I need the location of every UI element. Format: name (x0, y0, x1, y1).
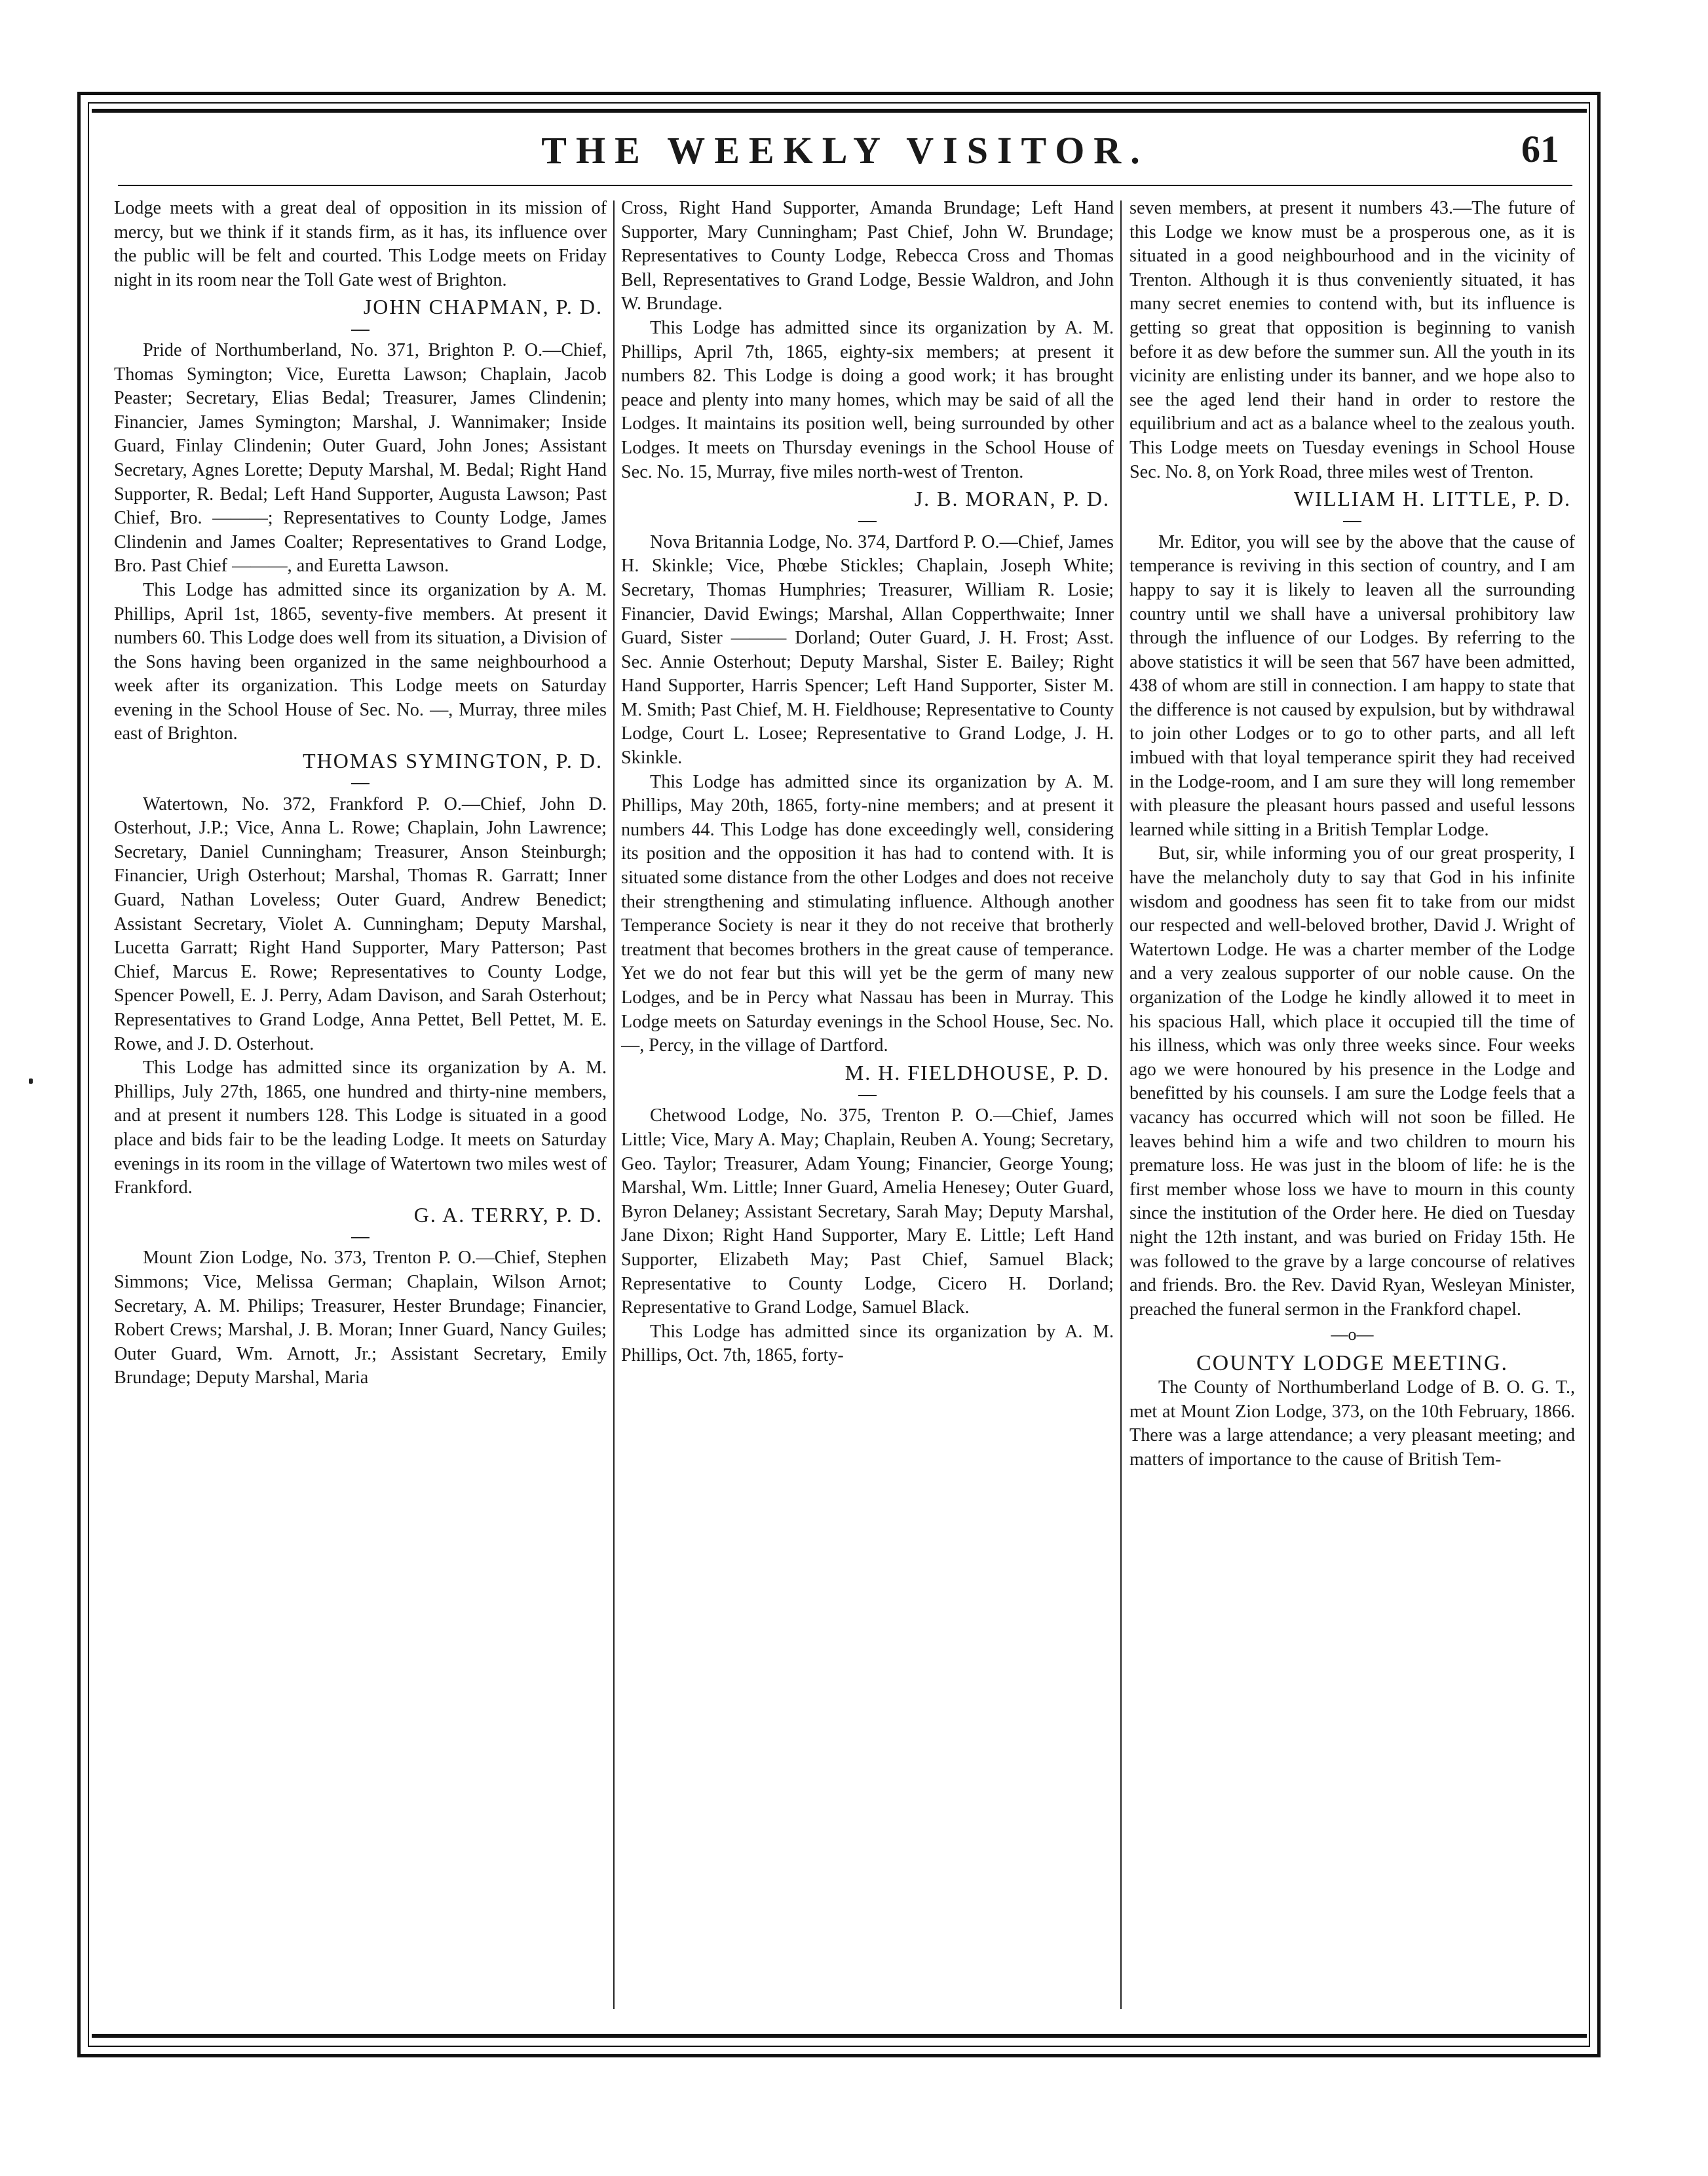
article-paragraph: But, sir, while informing you of our great prosperity, I have the melancholy duty to say that God in his infinite wisdom and goodness has seen fit to take from our midst our respected and well-beloved brother, David J. Wright of Watertown Lodge. He was a charter member of the Lodge and a very zealous supporter of our noble cause. On the organization of the Lodge he kindly allowed it to meet in his spacious Hall, which place it occupied till the time of his illness, which was only three weeks since. Four weeks ago we were honoured by his presence in the Lodge and benefitted by his counsels. I am sure the Lodge feels that a vacancy has occurred which will not soon be filled. He leaves behind him a wife and two children to mourn his premature loss. He was just in the bloom of life: he is the first member whose loss we have to mourn in this county since the institution of the Order here. He died on Tuesday night the 12th instant, and was buried on Friday 15th. He was followed to the grave by a large concourse of relatives and friends. Bro. the Rev. David Ryan, Wesleyan Minister, preached the funeral sermon in the Frankford chapel. (1129, 843, 1575, 1320)
article-paragraph: Lodge meets with a great deal of opposition in its mission of mercy, but we think if it stands firm, as it has, its influence over the public will be felt and courted. This Lodge meets on Friday night in its room near the Toll Gate west of Brighton. (114, 198, 607, 290)
divider (621, 1084, 1114, 1104)
page-number: 61 (1521, 128, 1559, 170)
column-separator (1120, 200, 1122, 2009)
column-1 (114, 197, 607, 2018)
article-paragraph: This Lodge has admitted since its organization by A. M. Phillips, April 1st, 1865, seventy-five members. At present it numbers 60. This Lodge does well from its situation, a Division of the Sons having been organized in the same neighbourhood a week after its organization. This Lodge meets on Saturday evening in the School House of Sec. No. —, Murray, three miles east of Brighton. (114, 579, 607, 744)
column-2 (621, 197, 1114, 2018)
article-paragraph: Mr. Editor, you will see by the above that the cause of temperance is reviving in this section of country, and I am happy to say it is likely to leaven all the surrounding country until we shall have a universal prohibitory law through the influence of our Lodges. By referring to the above statistics it will be seen that 567 have been admitted, 438 of whom are still in connection. I am happy to state that the difference is not caused by expulsion, but by withdrawal to join other Lodges or to go to other parts, and all left imbued with that loyal temperance spirit they had received in the Lodge-room, and I am sure they will long remember with pleasure the pleasant hours passed and useful lessons learned while sitting in a British Templar Lodge. (1129, 531, 1575, 840)
signature: THOMAS SYMINGTON, P. D. (303, 749, 603, 773)
article-paragraph: This Lodge has admitted since its organization by A. M. Phillips, July 27th, 1865, one hundred and thirty-nine members, and at present it numbers 128. This Lodge is situated in a good place and bids fair to be the leading Lodge. It meets on Saturday evenings in its room in the village of Watertown two miles west of Frankford. (114, 1058, 607, 1198)
masthead-rule (118, 185, 1572, 186)
article-paragraph: seven members, at present it numbers 43.—The future of this Lodge we know must be a prosperous one, as it is situated in a good neighbourhood and in the vicinity of Trenton. Although it is thus conveniently situated, it has many secret enemies to contend with, but its influence is getting so great that opposition is beginning to vanish before it as dew before the summer sun. All the youth in its vicinity are enlisting under its banner, and we hope also to see the aged lend their hand in order to restore the equilibrium and act as a balance wheel to the zealous youth. This Lodge meets on Tuesday evenings in School House Sec. No. 8, on York Road, three miles west of Trenton. (1129, 198, 1575, 482)
article-paragraph: This Lodge has admitted since its organization by A. M. Phillips, Oct. 7th, 1865, forty- (621, 1321, 1114, 1366)
article-paragraph: Pride of Northumberland, No. 371, Brighton P. O.—Chief, Thomas Symington; Vice, Euretta Lawson; Chaplain, Jacob Peaster; Secretary, Elias Bedal; Treasurer, James Clindenin; Financier, James Symington; Marshal, J. Wannimaker; Inside Guard, Finlay Clindenin; Outer Guard, John Jones; Assistant Secretary, Agnes Lorette; Deputy Marshal, M. Bedal; Right Hand Supporter, R. Bedal; Left Hand Supporter, Augusta Lawson; Past Chief, Bro. ———; Representatives to County Lodge, James Clindenin and James Coalter; Representatives to Grand Lodge, Bro. Past Chief ———, and Euretta Lawson. (114, 339, 607, 577)
signature: J. B. MORAN, P. D. (914, 487, 1110, 511)
divider (114, 1227, 607, 1246)
top-rule (92, 109, 1587, 113)
article-paragraph: Nova Britannia Lodge, No. 374, Dartford P. O.—Chief, James H. Skinkle; Vice, Phœbe Stickles; Chaplain, Joseph White; Secretary, Thomas Humphries; Treasurer, William R. Losie; Financier, David Ewings; Marshal, Allan Copperthwaite; Inner Guard, Sister ——— Dorland; Outer Guard, J. H. Frost; Asst. Sec. Annie Osterhout; Deputy Marshal, Sister E. Bailey; Right Hand Supporter, Harris Spencer; Left Hand Supporter, Sister M. M. Smith; Past Chief, M. H. Fieldhouse; Representative to County Lodge, Court L. Losee; Representative to Grand Lodge, J. H. Skinkle. (621, 531, 1114, 769)
masthead (118, 122, 1572, 174)
section-heading: COUNTY LODGE MEETING. (1196, 1351, 1509, 1376)
bottom-rule (92, 2034, 1587, 2038)
article-paragraph: This Lodge has admitted since its organization by A. M. Phillips, May 20th, 1865, forty-nine members; and at present it numbers 44. This Lodge has done exceedingly well, considering its position and the opposition it has had to contend with. It is situated some distance from the other Lodges and does not receive their strengthening and stimulating influence. Although another Temperance Society is near it they do not receive that brotherly treatment that becomes brothers in the great cause of temperance. Yet we do not fear but this will yet be the germ of many new Lodges, and be in Percy what Nassau has been in Murray. This Lodge meets on Saturday evenings in the School House, Sec. No.—, Percy, in the village of Dartford. (621, 771, 1114, 1056)
article-paragraph: Cross, Right Hand Supporter, Amanda Brundage; Left Hand Supporter, Mary Cunningham; Past Chief, John W. Brundage; Representatives to County Lodge, Rebecca Cross and Thomas Bell, Representatives to Grand Lodge, Bessie Waldron, and John W. Brundage. (621, 198, 1114, 315)
signature: WILLIAM H. LITTLE, P. D. (1293, 487, 1571, 511)
article-paragraph: Watertown, No. 372, Frankford P. O.—Chief, John D. Osterhout, J.P.; Vice, Anna L. Rowe; Chaplain, John Lawrence; Secretary, Daniel Cunningham; Treasurer, Anson Steinburgh; Financier, Urigh Osterhout; Marshal, Thomas R. Garratt; Inner Guard, Nathan Loveless; Outer Guard, Andrew Benedict; Assistant Secretary, Violet A. Cunningham; Deputy Marshal, Lucetta Garratt; Right Hand Supporter, Mary Patterson; Past Chief, Marcus E. Rowe; Representatives to County Lodge, Spencer Powell, E. J. Perry, Adam Davison, and Sarah Osterhout; Representatives to Grand Lodge, Anna Pettet, Bell Pettet, M. E. Rowe, and J. D. Osterhout. (114, 793, 607, 1054)
divider (1129, 511, 1575, 531)
section-ornament: —o— (1331, 1325, 1374, 1345)
newspaper-title: THE WEEKLY VISITOR. (541, 129, 1149, 172)
divider (114, 319, 607, 339)
divider (114, 773, 607, 793)
article-paragraph: This Lodge has admitted since its organization by A. M. Phillips, April 7th, 1865, eighty-six members; at present it numbers 82. This Lodge is doing a good work; it has brought peace and plenty into many homes, which may be said of all the Lodges. It maintains its position well, being surrounded by other Lodges. It meets on Thursday evenings in the School House of Sec. No. 15, Murray, five miles north-west of Trenton. (621, 317, 1114, 482)
article-paragraph: Mount Zion Lodge, No. 373, Trenton P. O.—Chief, Stephen Simmons; Vice, Melissa German; Chaplain, Wilson Arnot; Secretary, A. M. Philips; Treasurer, Hester Brundage; Financier, Robert Crews; Marshal, J. B. Moran; Inner Guard, Nancy Guiles; Outer Guard, Wm. Arnott, Jr.; Assistant Secretary, Emily Brundage; Deputy Marshal, Maria (114, 1248, 607, 1388)
article-paragraph: Chetwood Lodge, No. 375, Trenton P. O.—Chief, James Little; Vice, Mary A. May; Chaplain, Reuben A. Young; Secretary, Geo. Taylor; Treasurer, Adam Young; Financier, George Young; Marshal, Wm. Little; Inner Guard, Amelia Henesey; Outer Guard, Byron Delaney; Assistant Secretary, Sarah May; Deputy Marshal, Jane Dixon; Right Hand Supporter, Mary E. Little; Left Hand Supporter, Elizabeth May; Past Chief, Samuel Black; Representative to County Lodge, Cicero H. Dorland; Representative to Grand Lodge, Samuel Black. (621, 1105, 1114, 1318)
signature: G. A. TERRY, P. D. (413, 1202, 603, 1227)
article-paragraph: The County of Northumberland Lodge of B. O. G. T., met at Mount Zion Lodge, 373, on the 10th February, 1866. There was a large attendance; a very pleasant meeting; and matters of importance to the cause of British Tem- (1129, 1377, 1575, 1470)
print-speck (29, 1078, 33, 1084)
divider (621, 511, 1114, 531)
signature: M. H. FIELDHOUSE, P. D. (845, 1060, 1110, 1084)
column-3 (1129, 197, 1575, 2018)
column-separator (613, 200, 615, 2009)
signature: JOHN CHAPMAN, P. D. (363, 295, 603, 319)
